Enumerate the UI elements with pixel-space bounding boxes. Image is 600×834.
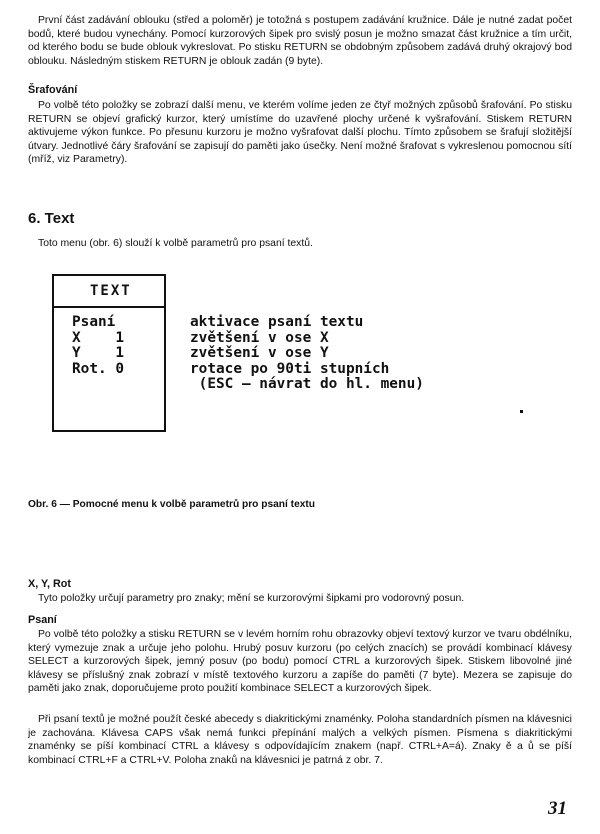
menu-description: rotace po 90ti stupních xyxy=(190,360,390,377)
psani-paragraph-1: Po volbě této položky a stisku RETURN se v levém horním rohu obrazovky objeví textový kurzor ve tvaru obdélníku, který vymezuje znak a určuje jeho polohu. Hrubý posuv kurzoru (po celých znacích) se provádí kombinací klávesy SELECT a kurzorových šipek, jemný posuv (po bodu) pomocí CTRL a kurzorových šipek. Stiskem libovolné jiné klávesy se příslušný znak zobrazí v místě textového kurzoru a zapíše do paměti (7 byte). Mezera se zapisuje do paměti jako znak, doporučujeme proto použití kombinace SELECT a kurzorových šipek. xyxy=(28,629,572,695)
menu-title-row xyxy=(54,276,164,308)
menu-descriptions xyxy=(190,315,424,393)
shading-heading: Šrafování xyxy=(28,84,78,96)
cursor-dot xyxy=(520,410,523,413)
arc-paragraph: První část zadávání oblouku (střed a poloměr) je totožná s postupem zadávání kružnice. Dále je nutné zadat počet bodů, které budou vynechány. Pomocí kurzorových šipek pro svislý posun je možno smazat část kružnice a tím určit, od kterého bodu se bude oblouk vykreslovat. Po stisku RETURN se obdobným způsobem zadává druhý okrajový bod oblouku. Následným stiskem RETURN je oblouk zadán (9 byte). xyxy=(28,15,572,67)
menu-item: Rot. 0 xyxy=(72,360,124,377)
page-number: 31 xyxy=(548,798,567,819)
menu-item: X 1 xyxy=(72,329,124,346)
menu-item: Y 1 xyxy=(72,345,124,361)
menu-item: Psaní xyxy=(72,314,116,330)
menu-title: TEXT xyxy=(90,283,132,299)
shading-paragraph: Po volbě této položky se zobrazí další menu, ve kterém volíme jeden ze čtyř možných způsobů šrafování. Po stisku RETURN se objeví grafický kurzor, který umístíme do uzavřené plochy určené k vyšrafování. Stiskem RETURN aktivujeme výkon funkce. Po přesunu kurzoru je možno vyšrafovat další plochu. Tímto způsobem se šrafují složitější útvary. Jednotlivé čáry šrafování se zapisují do paměti jako úsečky. Není možné šrafovat s vykreslenou pomocnou sítí (mříž, viz Parametry). xyxy=(28,100,572,166)
menu-description: zvětšení v ose X xyxy=(190,329,329,346)
section-intro: Toto menu (obr. 6) slouží k volbě parametrů pro psaní textů. xyxy=(38,238,313,249)
xyrot-paragraph: Tyto položky určují parametry pro znaky; mění se kurzorovými šipkami pro vodorovný posun. xyxy=(38,593,465,604)
xyrot-heading: X, Y, Rot xyxy=(28,578,71,590)
menu-items xyxy=(72,315,124,377)
menu-description: (ESC – návrat do hl. menu) xyxy=(190,376,424,392)
psani-paragraph-2: Při psaní textů je možné použít české abecedy s diakritickými znaménky. Poloha standardních písmen na klávesnici je zachována. Klávesa CAPS však nemá funkci přepínání malých a velkých písmen. Písmena s diakritickými znaménky se píší kombinací CTRL a klávesy s odpovídajícím znakem (např. CTRL+A=á). Znaky ě a ů se píší kombinací CTRL+F a CTRL+V. Poloha znaků na klávesnici je patrná z obr. 7. xyxy=(28,714,572,766)
menu-description: zvětšení v ose Y xyxy=(190,345,329,361)
figure-caption: Obr. 6 — Pomocné menu k volbě parametrů pro psaní textu xyxy=(28,499,316,510)
psani-heading: Psaní xyxy=(28,614,57,626)
menu-description: aktivace psaní textu xyxy=(190,314,364,330)
section-title: 6. Text xyxy=(28,210,75,227)
